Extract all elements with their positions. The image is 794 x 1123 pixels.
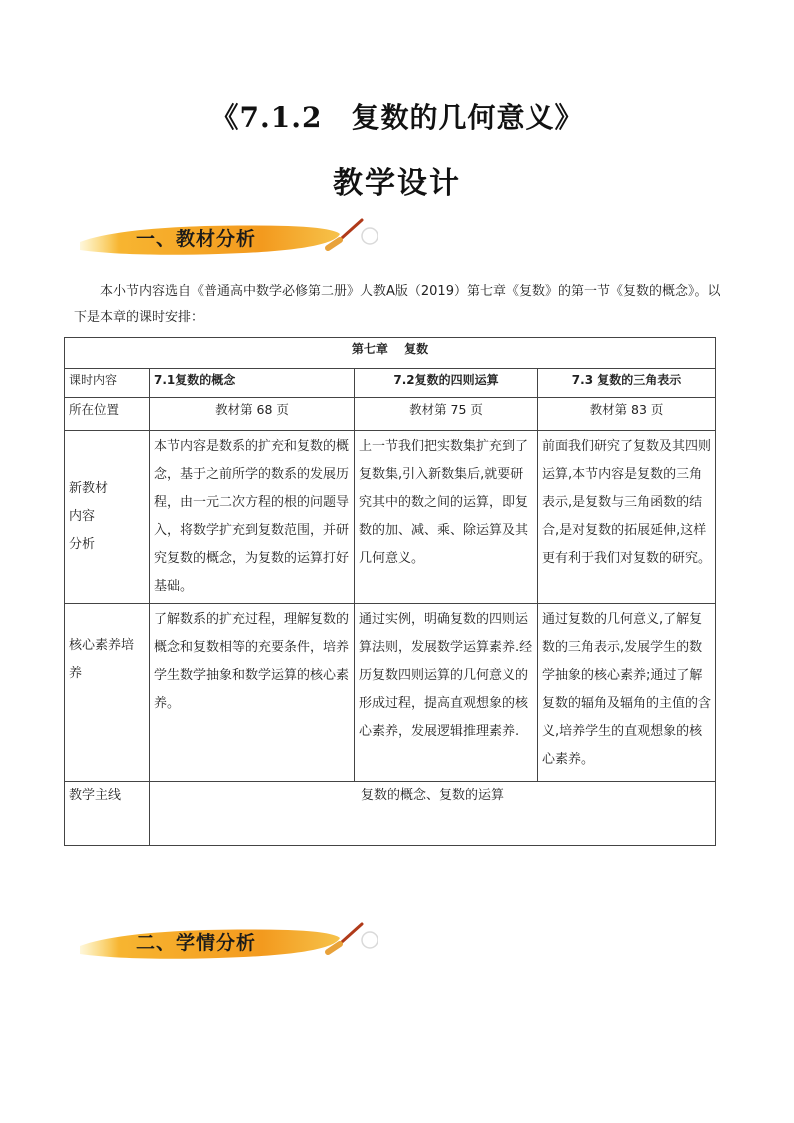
row-label-content: 课时内容 xyxy=(65,369,150,398)
lesson-location-1: 教材第 68 页 xyxy=(150,398,355,431)
document-title: 《7.1.2 复数的几何意义》 xyxy=(210,101,584,134)
table-row xyxy=(65,431,716,604)
lesson-analysis-3: 前面我们研究了复数及其四则运算,本节内容是复数的三角表示,是复数与三角函数的结合,是对复数的拓展延伸,这样更有利于我们对复数的研究。 xyxy=(538,431,716,604)
section-title-2: 二、学情分析 xyxy=(136,932,257,954)
course-schedule-table xyxy=(64,337,716,846)
intro-paragraph: 本小节内容选自《普通高中数学必修第二册》人教A版（2019）第七章《复数》的第一节《复数的概念》。以下是本章的课时安排： xyxy=(74,284,721,325)
row-label-analysis: 新教材 内容 分析 xyxy=(65,431,150,604)
table-row xyxy=(65,398,716,431)
row-label-mainline: 教学主线 xyxy=(65,782,150,846)
lesson-literacy-2: 通过实例，明确复数的四则运算法则，发展数学运算素养.经历复数四则运算的几何意义的形成过程，提高直观想象的核心素养，发展逻辑推理素养. xyxy=(355,604,538,782)
lesson-analysis-2: 上一节我们把实数集扩充到了复数集,引入新数集后,就要研究其中的数之间的运算，即复数的加、减、乘、除运算及其几何意义。 xyxy=(355,431,538,604)
table-row xyxy=(65,782,716,846)
table-header-row xyxy=(65,338,716,369)
row-label-location: 所在位置 xyxy=(65,398,150,431)
lesson-title-3: 7.3 复数的三角表示 xyxy=(538,369,716,398)
lesson-title-1: 7.1复数的概念 xyxy=(150,369,355,398)
chapter-title: 第七章 复数 xyxy=(65,338,716,369)
table-row xyxy=(65,369,716,398)
lesson-literacy-1: 了解数系的扩充过程，理解复数的概念和复数相等的充要条件，培养学生数学抽象和数学运算的核心素养。 xyxy=(150,604,355,782)
section-banner-1 xyxy=(78,216,378,260)
lesson-title-2: 7.2复数的四则运算 xyxy=(355,369,538,398)
document-subtitle: 教学设计 xyxy=(333,166,461,201)
section-title-1: 一、教材分析 xyxy=(136,228,257,250)
teaching-mainline: 复数的概念、复数的运算 xyxy=(150,782,716,846)
table-row xyxy=(65,604,716,782)
lesson-location-2: 教材第 75 页 xyxy=(355,398,538,431)
lesson-analysis-1: 本节内容是数系的扩充和复数的概念，基于之前所学的数系的发展历程，由一元二次方程的根的问题导入，将数学扩充到复数范围，并研究复数的概念，为复数的运算打好基础。 xyxy=(150,431,355,604)
section-banner-2 xyxy=(78,920,378,964)
lesson-location-3: 教材第 83 页 xyxy=(538,398,716,431)
row-label-literacy: 核心素养培养 xyxy=(65,604,150,782)
lesson-literacy-3: 通过复数的几何意义,了解复数的三角表示,发展学生的数学抽象的核心素养;通过了解复数的辐角及辐角的主值的含义,培养学生的直观想象的核心素养。 xyxy=(538,604,716,782)
